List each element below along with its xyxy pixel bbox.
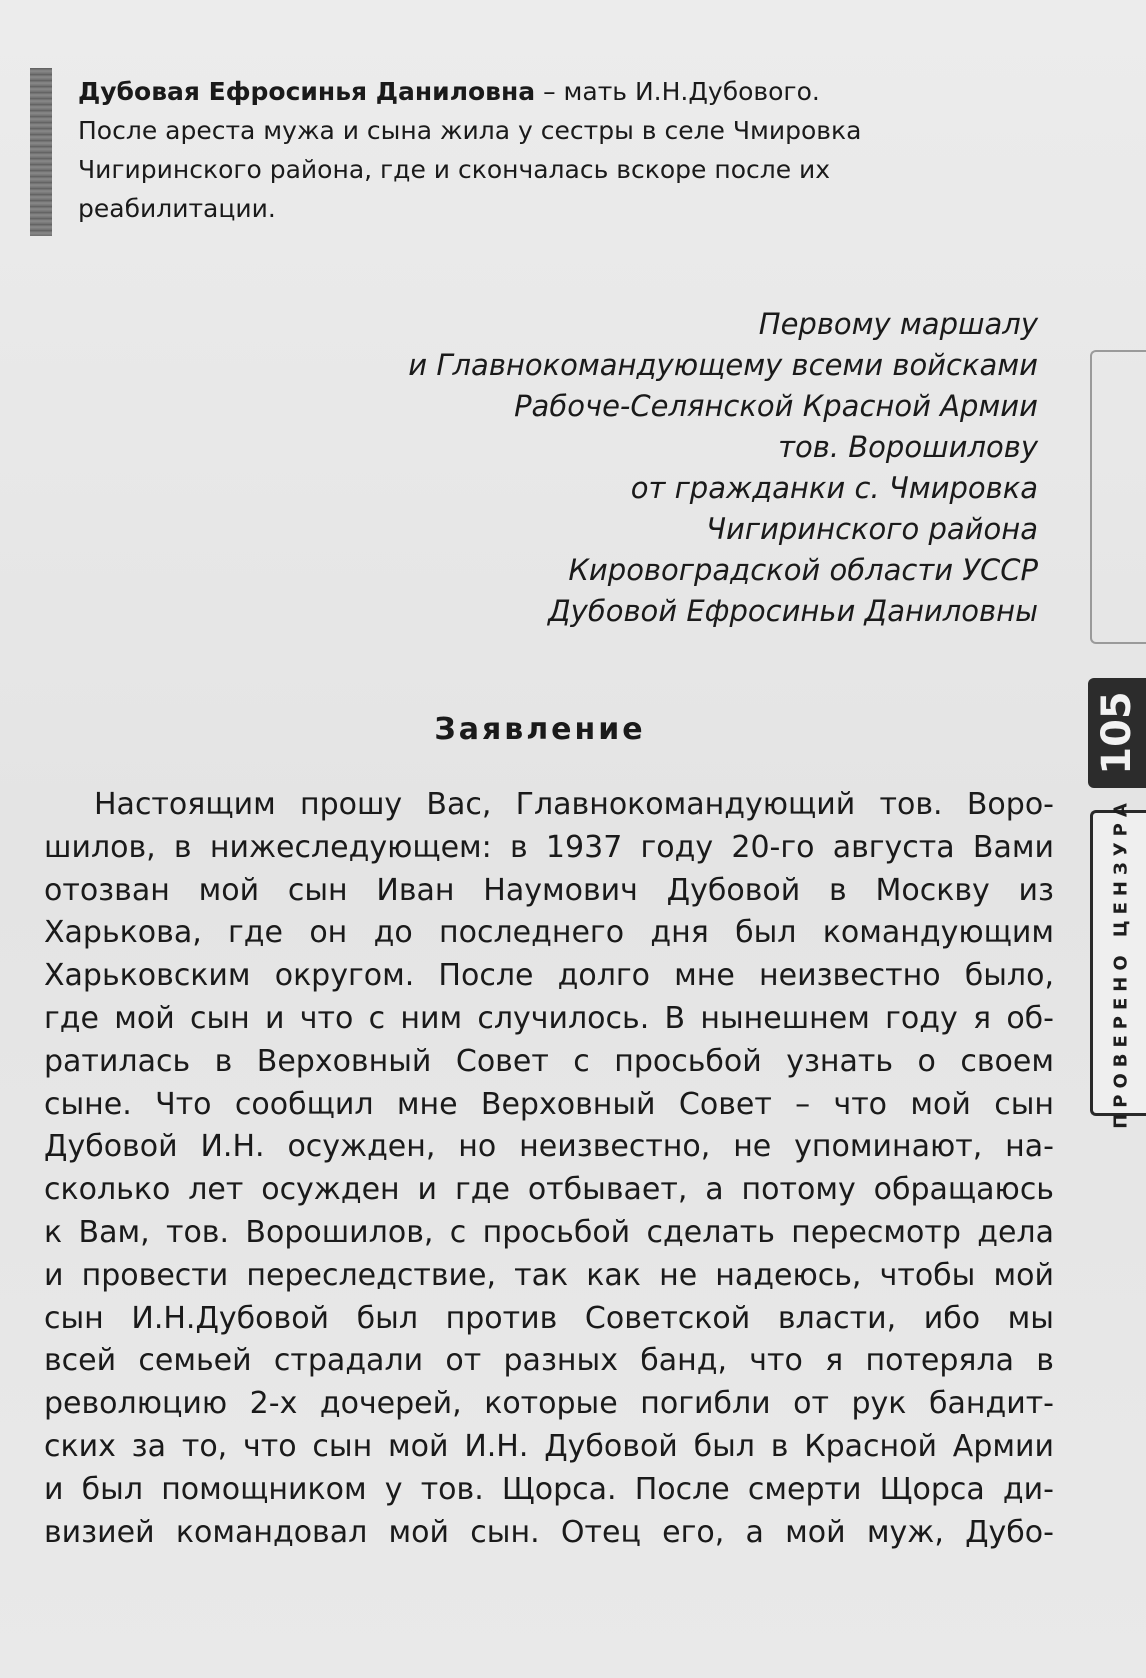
address-line: Рабоче-Селянской Красной Армии bbox=[514, 389, 1038, 423]
addressee-block bbox=[238, 304, 1038, 632]
body-line: Харькова, где он до последнего дня был командующим bbox=[44, 915, 1054, 951]
statement-body bbox=[44, 784, 1054, 1554]
page-number-tab bbox=[1088, 678, 1146, 788]
body-line: ских за то, что сын мой И.Н. Дубовой был в Красной Армии bbox=[44, 1428, 1054, 1464]
stamp-text: ПРОВЕРЕНО ЦЕНЗУРА bbox=[1110, 797, 1132, 1129]
note-person-name: Дубовая Ефросинья Даниловна bbox=[78, 77, 536, 106]
body-line: и провести переследствие, так как не надеюсь, чтобы мой bbox=[44, 1257, 1054, 1293]
statement-heading: Заявление bbox=[434, 712, 646, 747]
body-line: сын И.Н.Дубовой был против Советской власти, ибо мы bbox=[44, 1300, 1054, 1336]
body-line: где мой сын и что с ним случилось. В нынешнем году я об- bbox=[44, 1000, 1054, 1036]
body-line: шилов, в нижеследующем: в 1937 году 20-го августа Вами bbox=[44, 829, 1054, 865]
body-line: к Вам, тов. Ворошилов, с просьбой сделать пересмотр дела bbox=[44, 1214, 1054, 1250]
body-line: Настоящим прошу Вас, Главнокомандующий тов. Воро- bbox=[94, 787, 1054, 822]
address-line: Кировоградской области УССР bbox=[568, 553, 1038, 587]
note-first-line bbox=[78, 72, 998, 111]
body-line: сколько лет осужден и где отбывает, а потому обращаюсь bbox=[44, 1172, 1054, 1208]
body-line: всей семьей страдали от разных банд, что я потеряла в bbox=[44, 1343, 1054, 1379]
body-line: Харьковским округом. После долго мне неизвестно было, bbox=[44, 958, 1054, 994]
address-line: и Главнокомандующему всеми войсками bbox=[408, 348, 1038, 382]
note-marker-bar bbox=[30, 68, 52, 236]
address-line: тов. Ворошилову bbox=[778, 430, 1038, 464]
body-line: революцию 2-х дочерей, которые погибли от рук бандит- bbox=[44, 1386, 1054, 1422]
address-line: Дубовой Ефросиньи Даниловны bbox=[548, 594, 1038, 628]
address-line: Первому маршалу bbox=[758, 307, 1038, 341]
body-line: и был помощником у тов. Щорса. После смерти Щорса ди- bbox=[44, 1471, 1054, 1507]
censor-stamp bbox=[1090, 797, 1146, 1129]
address-line: Чигиринского района bbox=[706, 512, 1038, 546]
body-line: сыне. Что сообщил мне Верховный Совет – что мой сын bbox=[44, 1086, 1054, 1122]
body-line: отозван мой сын Иван Наумович Дубовой в Москву из bbox=[44, 872, 1054, 908]
address-line: от гражданки с. Чмировка bbox=[630, 471, 1038, 505]
biographical-note bbox=[78, 72, 998, 228]
body-line: Дубовой И.Н. осужден, но неизвестно, не упоминают, на- bbox=[44, 1129, 1054, 1165]
faint-stamp-outline bbox=[1090, 350, 1146, 644]
note-line: Чигиринского района, где и скончалась вскоре после их bbox=[78, 155, 831, 184]
note-name-suffix: – мать И.Н.Дубового. bbox=[535, 77, 820, 106]
note-line: После ареста мужа и сына жила у сестры в селе Чмировка bbox=[78, 116, 862, 145]
body-line: визией командовал мой сын. Отец его, а мой муж, Дубо- bbox=[44, 1514, 1054, 1550]
page-number: 105 bbox=[1094, 691, 1140, 775]
body-line: ратилась в Верховный Совет с просьбой узнать о своем bbox=[44, 1043, 1054, 1079]
note-line: реабилитации. bbox=[78, 194, 276, 223]
